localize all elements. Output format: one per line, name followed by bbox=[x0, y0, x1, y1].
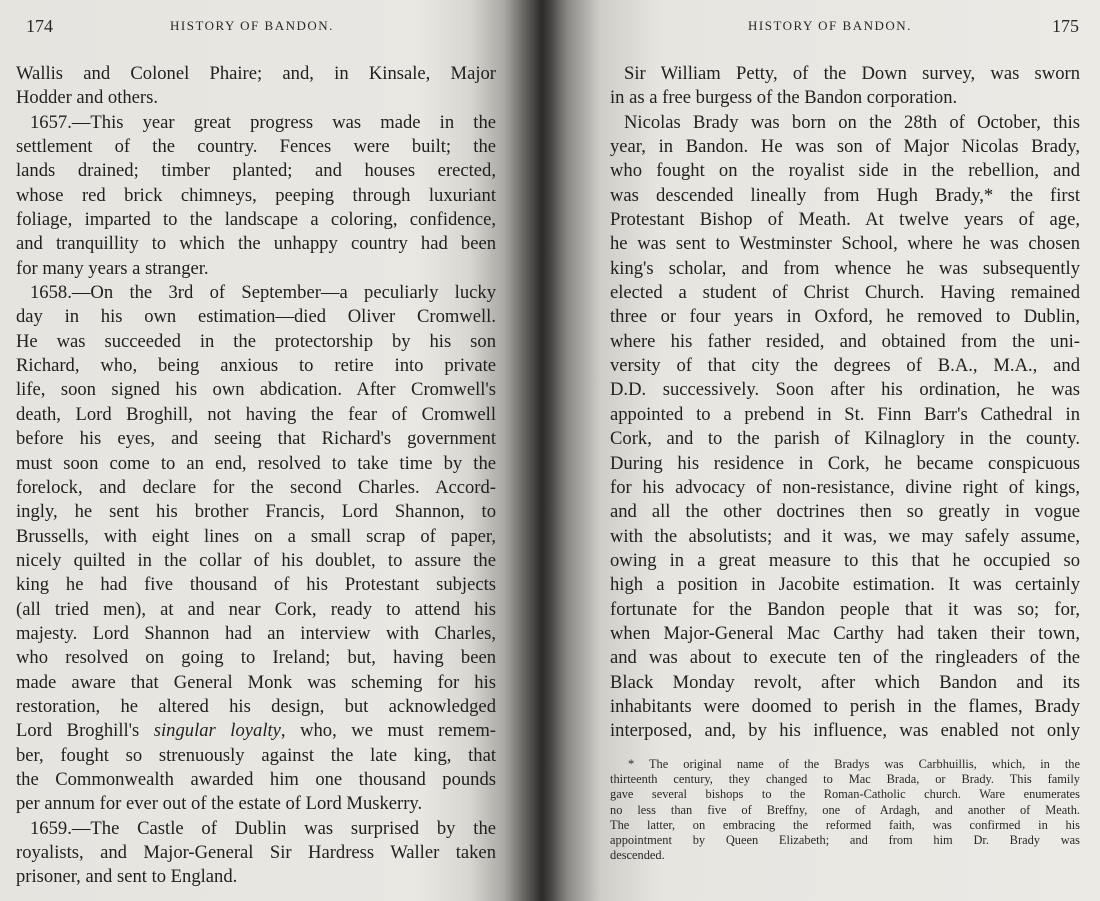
text-run: fortunate for the Bandon people that it was so; for, bbox=[610, 598, 1080, 620]
text-line bbox=[16, 184, 496, 208]
text-run: death, Lord Broghill, not having the fear of Cromwell bbox=[16, 403, 496, 425]
text-line bbox=[16, 573, 496, 597]
text-run: lands drained; timber planted; and houses erected, bbox=[16, 160, 496, 182]
text-run: gave several bishops to the Roman-Catholic church. Ware enumerates bbox=[610, 787, 1080, 802]
text-run: year, in Bandon. He was son of Major Nicolas Brady, bbox=[610, 136, 1080, 158]
text-run: The latter, on embracing the reformed faith, was confirmed in his bbox=[610, 817, 1080, 832]
text-line bbox=[16, 792, 496, 816]
text-run: 1658.—On the 3rd of September—a peculiarly lucky bbox=[30, 282, 496, 304]
text-line bbox=[610, 848, 1080, 863]
text-line bbox=[610, 598, 1080, 622]
text-line bbox=[610, 818, 1080, 833]
text-run: he was sent to Westminster School, where he was chosen bbox=[610, 233, 1080, 255]
text-line bbox=[16, 476, 496, 500]
text-line bbox=[16, 378, 496, 402]
text-line bbox=[610, 159, 1080, 183]
footnote bbox=[610, 757, 1080, 863]
text-run: Nicolas Brady was born on the 28th of October, this bbox=[624, 111, 1080, 133]
text-run: Protestant Bishop of Meath. At twelve years of age, bbox=[610, 209, 1080, 231]
running-head: HISTORY OF BANDON. bbox=[748, 18, 912, 33]
text-run: elected a student of Christ Church. Having remained bbox=[610, 282, 1080, 304]
text-run: Brussells, with eight lines on a small scrap of paper, bbox=[16, 525, 496, 547]
text-run: ber, fought so strenuously against the late king, that bbox=[16, 744, 496, 766]
text-run: where his father resided, and obtained from the uni- bbox=[610, 330, 1080, 352]
text-line bbox=[16, 452, 496, 476]
text-line bbox=[610, 549, 1080, 573]
text-run: majesty. Lord Shannon had an interview with Charles, bbox=[16, 622, 496, 644]
text-run: During his residence in Cork, he became conspicuous bbox=[610, 452, 1080, 474]
text-line bbox=[16, 281, 496, 305]
text-run: appointment by Queen Elizabeth; and from him Dr. Brady was bbox=[610, 833, 1080, 848]
text-line bbox=[610, 427, 1080, 451]
text-line bbox=[610, 787, 1080, 802]
text-run: king he had five thousand of his Protestant subjects bbox=[16, 574, 496, 596]
text-line bbox=[16, 841, 496, 865]
text-line bbox=[610, 525, 1080, 549]
text-run: who fought on the royalist side in the rebellion, and bbox=[610, 160, 1080, 182]
page-number: 175 bbox=[1052, 16, 1079, 36]
text-run: and was about to execute ten of the ringleaders of the bbox=[610, 647, 1080, 669]
running-head: HISTORY OF BANDON. bbox=[170, 18, 334, 33]
page-number: 174 bbox=[26, 16, 53, 36]
text-run: Richard, who, being anxious to retire into private bbox=[16, 355, 496, 377]
text-line bbox=[610, 403, 1080, 427]
text-line bbox=[610, 719, 1080, 743]
text-line bbox=[610, 476, 1080, 500]
text-run: made aware that General Monk was scheming for his bbox=[16, 671, 496, 693]
text-line bbox=[16, 744, 496, 768]
text-line bbox=[610, 803, 1080, 818]
body-text bbox=[16, 62, 496, 890]
text-line bbox=[16, 646, 496, 670]
text-run: when Major-General Mac Carthy had taken their town, bbox=[610, 622, 1080, 644]
left-page bbox=[0, 0, 520, 901]
text-line bbox=[16, 330, 496, 354]
text-line bbox=[16, 671, 496, 695]
text-line bbox=[610, 757, 1080, 772]
text-run: was descended lineally from Hugh Brady,* the first bbox=[610, 184, 1080, 206]
right-page bbox=[548, 0, 1100, 901]
text-run: Cork, and to the parish of Kilnaglory in the county. bbox=[610, 428, 1080, 450]
text-line bbox=[16, 403, 496, 427]
text-line bbox=[16, 208, 496, 232]
text-run: , who, we must remem- bbox=[280, 720, 496, 742]
text-line bbox=[610, 62, 1080, 86]
text-run: inhabitants were doomed to perish in the flames, Brady bbox=[610, 695, 1080, 717]
text-line bbox=[610, 184, 1080, 208]
text-run: * The original name of the Bradys was Carbhuillis, which, in the bbox=[628, 757, 1080, 771]
text-line bbox=[610, 573, 1080, 597]
text-run: the Commonwealth awarded him one thousand pounds bbox=[16, 768, 496, 790]
text-run: owing in a great measure to this that he occupied so bbox=[610, 549, 1080, 571]
text-line bbox=[610, 833, 1080, 848]
text-line bbox=[610, 695, 1080, 719]
text-run: with the absolutists; and it was, we may safely assume, bbox=[610, 525, 1080, 547]
text-run: for many years a stranger. bbox=[16, 257, 209, 279]
text-line bbox=[16, 86, 496, 110]
text-run: must soon come to an end, resolved to take time by the bbox=[16, 452, 496, 474]
text-run: Sir William Petty, of the Down survey, was sworn bbox=[624, 63, 1080, 84]
text-line bbox=[610, 281, 1080, 305]
text-line bbox=[16, 257, 496, 281]
text-line bbox=[610, 111, 1080, 135]
text-run: D.D. successively. Soon after his ordination, he was bbox=[610, 379, 1080, 401]
text-run: Lord Broghill's bbox=[16, 720, 154, 742]
text-run: descended. bbox=[610, 848, 665, 863]
text-line bbox=[16, 719, 496, 743]
text-run: interposed, and, by his influence, was enabled not only bbox=[610, 720, 1080, 742]
text-line bbox=[16, 135, 496, 159]
text-line bbox=[610, 330, 1080, 354]
text-run: three or four years in Oxford, he removed to Dublin, bbox=[610, 306, 1080, 328]
text-run: versity of that city the degrees of B.A., M.A., and bbox=[610, 355, 1080, 377]
text-line bbox=[610, 354, 1080, 378]
text-run: 1657.—This year great progress was made in the bbox=[30, 111, 496, 133]
text-line bbox=[610, 232, 1080, 256]
text-run: (all tried men), at and near Cork, ready to attend his bbox=[16, 598, 496, 620]
text-line bbox=[610, 86, 1080, 110]
italic-text: singular loyalty bbox=[153, 720, 281, 742]
text-run: nicely quilted in the collar of his doublet, to assure the bbox=[16, 549, 496, 571]
body-text bbox=[610, 62, 1080, 744]
text-run: and tranquillity to which the unhappy country had been bbox=[16, 233, 496, 255]
text-line bbox=[16, 817, 496, 841]
text-run: king's scholar, and from whence he was subsequently bbox=[610, 257, 1080, 279]
text-run: day in his own estimation—died Oliver Cromwell. bbox=[16, 306, 496, 328]
text-run: He was succeeded in the protectorship by his son bbox=[16, 330, 496, 352]
text-run: settlement of the country. Fences were built; the bbox=[16, 136, 496, 158]
text-run: prisoner, and sent to England. bbox=[16, 866, 238, 888]
text-line bbox=[16, 111, 496, 135]
text-run: no less than five of Breffny, one of Ardagh, and another of Meath. bbox=[610, 802, 1080, 817]
text-line bbox=[610, 622, 1080, 646]
text-line bbox=[16, 768, 496, 792]
text-line bbox=[610, 646, 1080, 670]
text-run: and all the other doctrines then so greatly in vogue bbox=[610, 501, 1080, 523]
text-run: Black Monday revolt, after which Bandon and its bbox=[610, 671, 1080, 693]
text-line bbox=[16, 232, 496, 256]
text-line bbox=[610, 378, 1080, 402]
text-line bbox=[16, 500, 496, 524]
text-run: before his eyes, and seeing that Richard's government bbox=[16, 428, 496, 450]
text-line bbox=[610, 208, 1080, 232]
text-run: life, soon signed his own abdication. After Cromwell's bbox=[16, 379, 496, 401]
text-run: foliage, imparted to the landscape a coloring, confidence, bbox=[16, 209, 496, 231]
text-line bbox=[610, 305, 1080, 329]
text-run: 1659.—The Castle of Dublin was surprised by the bbox=[30, 817, 496, 839]
text-run: thirteenth century, they changed to Mac Brada, or Brady. This family bbox=[610, 772, 1080, 787]
text-run: for his advocacy of non-resistance, divine right of kings, bbox=[610, 476, 1080, 498]
text-line bbox=[16, 549, 496, 573]
text-line bbox=[16, 305, 496, 329]
text-run: forelock, and declare for the second Charles. Accord- bbox=[16, 476, 496, 498]
text-run: Wallis and Colonel Phaire; and, in Kinsale, Major bbox=[16, 63, 496, 84]
text-line bbox=[610, 772, 1080, 787]
text-line bbox=[610, 671, 1080, 695]
text-line bbox=[610, 257, 1080, 281]
text-run: royalists, and Major-General Sir Hardress Waller taken bbox=[16, 842, 496, 863]
text-line bbox=[610, 500, 1080, 524]
text-run: in as a free burgess of the Bandon corporation. bbox=[610, 87, 958, 109]
text-line bbox=[16, 62, 496, 86]
text-line bbox=[16, 354, 496, 378]
text-line bbox=[16, 695, 496, 719]
text-run: per annum for ever out of the estate of Lord Muskerry. bbox=[16, 793, 423, 815]
text-line bbox=[16, 865, 496, 889]
text-run: appointed to a prebend in St. Finn Barr's Cathedral in bbox=[610, 403, 1080, 425]
text-run: Hodder and others. bbox=[16, 87, 158, 109]
text-line bbox=[16, 159, 496, 183]
text-line bbox=[16, 427, 496, 451]
text-run: who resolved on going to Ireland; but, having been bbox=[16, 647, 496, 669]
text-line bbox=[610, 135, 1080, 159]
text-run: high a position in Jacobite estimation. It was certainly bbox=[610, 574, 1080, 596]
text-line bbox=[610, 452, 1080, 476]
text-line bbox=[16, 598, 496, 622]
text-line bbox=[16, 622, 496, 646]
text-run: whose red brick chimneys, peeping through luxuriant bbox=[16, 184, 496, 206]
text-run: ingly, he sent his brother Francis, Lord Shannon, to bbox=[16, 501, 496, 523]
text-run: restoration, he altered his design, but acknowledged bbox=[16, 695, 496, 717]
text-line bbox=[16, 525, 496, 549]
